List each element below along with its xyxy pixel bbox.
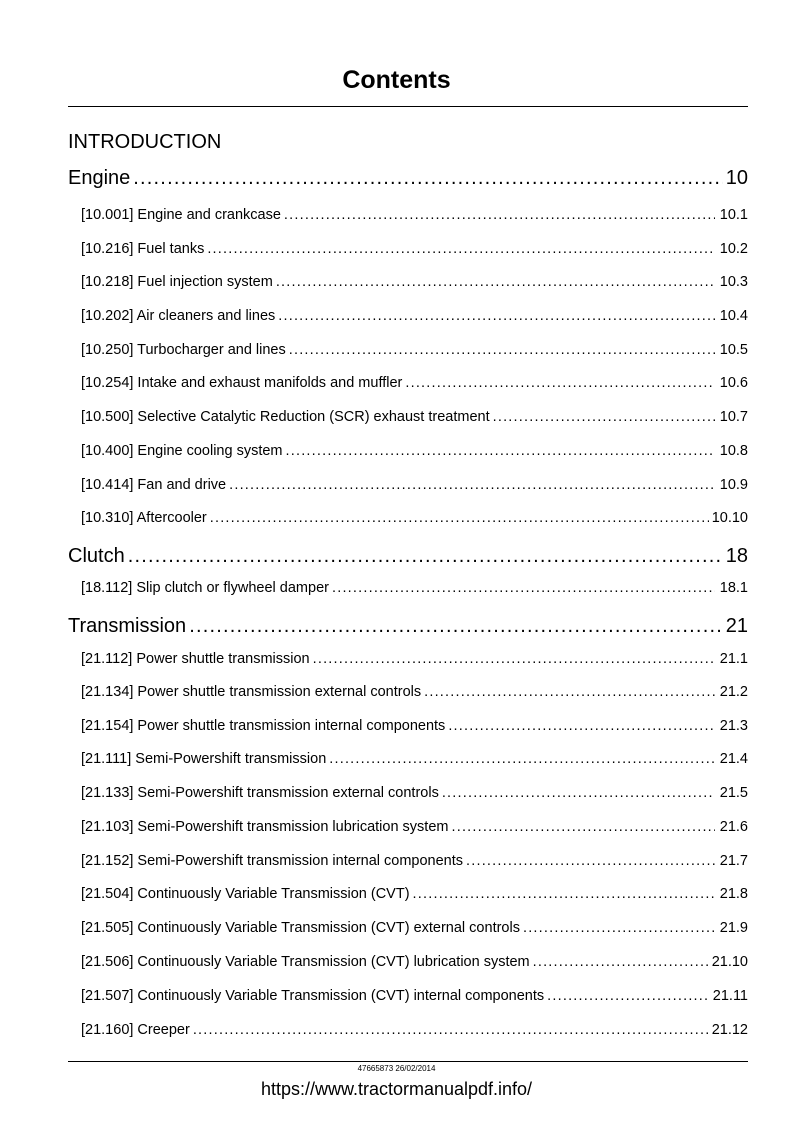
- entry-page: 21.6: [719, 819, 748, 835]
- page-title: Contents: [342, 66, 451, 94]
- entry-page: 10.2: [719, 241, 748, 257]
- dot-leader: [413, 886, 715, 902]
- dot-leader: [276, 274, 715, 290]
- dot-leader: [313, 651, 715, 667]
- chapter-transmission[interactable]: [68, 615, 748, 638]
- dot-leader: [193, 1022, 709, 1038]
- toc-entry[interactable]: [81, 510, 748, 526]
- entry-page: 10.1: [719, 207, 748, 223]
- entry-label: [21.152] Semi-Powershift transmission internal components: [81, 853, 464, 869]
- dot-leader: [466, 853, 715, 869]
- intro-heading[interactable]: INTRODUCTION: [68, 131, 222, 153]
- toc-entry[interactable]: [81, 274, 748, 290]
- dot-leader: [229, 477, 715, 493]
- dot-leader: [133, 167, 722, 190]
- entry-page: 21.10: [711, 954, 748, 970]
- entry-label: [21.160] Creeper: [81, 1022, 190, 1038]
- toc-entry[interactable]: [81, 308, 748, 324]
- entry-page: 10.6: [719, 375, 748, 391]
- title-divider: [68, 106, 748, 107]
- entry-label: [21.134] Power shuttle transmission external controls: [81, 684, 422, 700]
- chapter-title: Transmission: [68, 615, 187, 637]
- toc-entry[interactable]: [81, 819, 748, 835]
- entry-page: 21.4: [719, 751, 748, 767]
- entry-label: [21.111] Semi-Powershift transmission: [81, 751, 327, 767]
- toc-entry[interactable]: [81, 886, 748, 902]
- entry-label: [10.250] Turbocharger and lines: [81, 342, 286, 358]
- toc-entry[interactable]: [81, 207, 748, 223]
- entry-label: [10.202] Air cleaners and lines: [81, 308, 276, 324]
- chapter-title: Clutch: [68, 545, 125, 567]
- entry-label: [21.507] Continuously Variable Transmission (CVT) internal components: [81, 988, 545, 1004]
- toc-entry[interactable]: [81, 409, 748, 425]
- dot-leader: [278, 308, 715, 324]
- toc-entry[interactable]: [81, 375, 748, 391]
- entry-label: [10.001] Engine and crankcase: [81, 207, 281, 223]
- dot-leader: [284, 207, 715, 223]
- chapter-clutch[interactable]: [68, 545, 748, 568]
- entry-page: 21.9: [719, 920, 748, 936]
- toc-entry[interactable]: [81, 684, 748, 700]
- toc-entry[interactable]: [81, 342, 748, 358]
- entry-label: [10.254] Intake and exhaust manifolds and muffler: [81, 375, 403, 391]
- dot-leader: [128, 545, 723, 568]
- dot-leader: [533, 954, 709, 970]
- dot-leader: [286, 443, 715, 459]
- entry-page: 10.8: [719, 443, 748, 459]
- entry-page: 21.5: [719, 785, 748, 801]
- entry-label: [21.506] Continuously Variable Transmission (CVT) lubrication system: [81, 954, 530, 970]
- entry-page: 18.1: [719, 580, 748, 596]
- entry-page: 21.11: [712, 988, 748, 1004]
- toc-entry[interactable]: [81, 477, 748, 493]
- dot-leader: [207, 241, 715, 257]
- entry-page: 21.1: [719, 651, 748, 667]
- dot-leader: [189, 615, 723, 638]
- entry-label: [21.112] Power shuttle transmission: [81, 651, 310, 667]
- dot-leader: [332, 580, 715, 596]
- entry-page: 21.12: [711, 1022, 748, 1038]
- chapter-title: Engine: [68, 167, 131, 189]
- entry-page: 10.5: [719, 342, 748, 358]
- dot-leader: [442, 785, 715, 801]
- footer-divider: [68, 1061, 748, 1062]
- toc-entry[interactable]: [81, 988, 748, 1004]
- toc-entry[interactable]: [81, 241, 748, 257]
- chapter-page: 18: [725, 545, 748, 567]
- toc-entry[interactable]: [81, 651, 748, 667]
- entry-page: 10.9: [719, 477, 748, 493]
- chapter-engine[interactable]: [68, 167, 748, 190]
- toc-entry[interactable]: [81, 954, 748, 970]
- entry-label: [21.133] Semi-Powershift transmission external controls: [81, 785, 439, 801]
- dot-leader: [493, 409, 715, 425]
- entry-label: [21.505] Continuously Variable Transmission (CVT) external controls: [81, 920, 520, 936]
- entry-label: [21.103] Semi-Powershift transmission lubrication system: [81, 819, 449, 835]
- toc-entry[interactable]: [81, 853, 748, 869]
- toc-entry[interactable]: [81, 443, 748, 459]
- entry-page: 21.8: [719, 886, 748, 902]
- entry-label: [18.112] Slip clutch or flywheel damper: [81, 580, 329, 596]
- dot-leader: [448, 718, 715, 734]
- entry-label: [10.218] Fuel injection system: [81, 274, 273, 290]
- toc-entry[interactable]: [81, 785, 748, 801]
- entry-page: 21.3: [719, 718, 748, 734]
- entry-page: 10.4: [719, 308, 748, 324]
- entry-label: [10.414] Fan and drive: [81, 477, 227, 493]
- entry-page: 21.7: [719, 853, 748, 869]
- dot-leader: [329, 751, 715, 767]
- toc-entry[interactable]: [81, 920, 748, 936]
- chapter-page: 10: [725, 167, 748, 189]
- entry-label: [21.504] Continuously Variable Transmission (CVT): [81, 886, 410, 902]
- footer-url-link[interactable]: https://www.tractormanualpdf.info/: [260, 1079, 533, 1099]
- dot-leader: [289, 342, 715, 358]
- entry-label: [10.310] Aftercooler: [81, 510, 207, 526]
- toc-entry[interactable]: [81, 751, 748, 767]
- entry-page: 10.10: [711, 510, 748, 526]
- entry-page: 10.3: [719, 274, 748, 290]
- chapter-page: 21: [725, 615, 748, 637]
- dot-leader: [210, 510, 709, 526]
- entry-label: [10.500] Selective Catalytic Reduction (SCR) exhaust treatment: [81, 409, 490, 425]
- dot-leader: [405, 375, 715, 391]
- entry-label: [10.216] Fuel tanks: [81, 241, 205, 257]
- toc-entry[interactable]: [81, 580, 748, 596]
- entry-page: 10.7: [719, 409, 748, 425]
- dot-leader: [424, 684, 715, 700]
- dot-leader: [523, 920, 715, 936]
- dot-leader: [547, 988, 710, 1004]
- toc-entry[interactable]: [81, 718, 748, 734]
- entry-label: [21.154] Power shuttle transmission internal components: [81, 718, 446, 734]
- entry-label: [10.400] Engine cooling system: [81, 443, 283, 459]
- dot-leader: [451, 819, 715, 835]
- toc-entry[interactable]: [81, 1022, 748, 1038]
- footer-document-code: 47665873 26/02/2014: [357, 1064, 436, 1073]
- entry-page: 21.2: [719, 684, 748, 700]
